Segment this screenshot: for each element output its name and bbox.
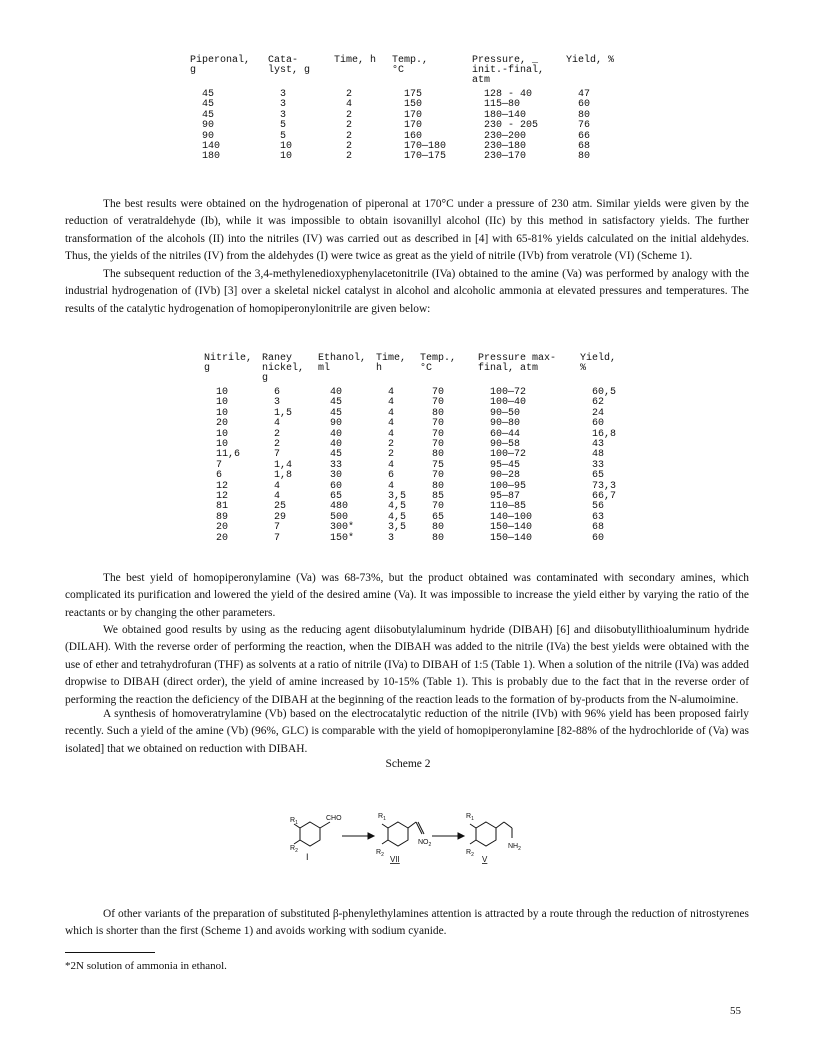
table-cell: 70 (432, 501, 445, 513)
r2-label-2: $R_2$ (376, 849, 384, 858)
table-cell: 60,5 (592, 387, 617, 398)
footnote: *2N solution of ammonia in ethanol. (65, 960, 227, 972)
table-cell: 40 (330, 428, 343, 440)
table-cell: 180—140 (484, 109, 527, 121)
paragraph-1: The best results were obtained on the hydrogenation of piperonal at 170°C under a pressure of 230 atm. Similar yields were given by the reduction of veratraldehyde (Ib), while it was impossible to obtain isovanillyl alcohol (IIc) by this method in satisfactory yields. The further transformation of the alcohols (II) into the nitriles (IV) was carried out as described in [4] with 65-81% yields calculated on the initial aldehydes. Thus, the yields of the nitriles (IV) from the aldehydes (I) were twice as great as the yield of nitrile (IVb) from veratrole (VI) (Scheme 1). (65, 198, 749, 263)
table-cell: 4,5 (388, 511, 407, 523)
benzene-ring-1 (300, 822, 320, 846)
table-cell: 65 (432, 511, 445, 523)
scheme-2-diagram (290, 812, 540, 874)
table-cell: 60 (330, 480, 343, 492)
table-row (204, 523, 640, 533)
table-cell: 2 (388, 439, 395, 451)
table-cell: 4 (388, 428, 395, 440)
table-cell: 10 (280, 141, 293, 153)
table-cell: 128 - 40 (484, 89, 533, 100)
table-cell: 68 (592, 522, 605, 534)
table-cell: 2 (274, 428, 281, 440)
table-cell: 80 (432, 407, 445, 419)
table-cell: 4 (388, 480, 395, 492)
paragraph-4: We obtained good results by using as the reducing agent diisobutylaluminum hydride (DIBAH) [6] and diisobutyllithioaluminum hydride (DILAH). With the reverse order of performing the reaction, when the DIBAH was added to the nitrile (IVa) the best yields were obtained with the use of ether and tetrahydrofuran (THF) as solvents at a ratio of nitrile (IVa) to DIBAH of 1:5 (Table 1). When a solution of the nitrile (IVa) was added dropwise to DIBAH (direct order), the yield of amine increased by 10-15% (Table 1). This is probably due to the fact that in the reverse order of performing the reaction the deficiency of the DIBAH at the beginning of the reaction leads to the formation of by-products from the N-alumoimine. (65, 624, 749, 706)
column-header: Temp., °C (392, 55, 429, 76)
table-cell: 150 (404, 99, 423, 111)
table-cell: 230—170 (484, 151, 527, 163)
table-cell: 75 (432, 459, 445, 471)
table-cell: 100—40 (490, 397, 527, 409)
table-cell: 10 (216, 439, 229, 451)
table-cell: 45 (330, 397, 343, 409)
table-row (190, 152, 626, 162)
table-cell: 2 (346, 151, 353, 163)
r2-label-3: $R_2$ (466, 849, 474, 858)
table-cell: 180 (202, 151, 221, 163)
table-cell: 5 (280, 130, 287, 142)
paragraph-6: Of other variants of the preparation of substituted β-phenylethylamines attention is attracted by a route through the reduction of nitrostyrenes which is shorter than the first (Scheme 1) and avoids working with sodium cyanide. (65, 908, 749, 938)
table-cell: 45 (330, 449, 343, 461)
table-cell: 4 (274, 418, 281, 430)
table-cell: 60—44 (490, 428, 521, 440)
table-cell: 66 (578, 130, 591, 142)
table-cell: 2 (346, 120, 353, 132)
paragraph-2: The subsequent reduction of the 3,4-methylenedioxyphenylacetonitrile (IVa) obtained to the amine (Va) was performed by analogy with the industrial hydrogenation of (IVb) [3] over a skeletal nickel catalyst in alcohol and alcoholic ammonia at elevated pressures and temperatures. The results of the catalytic hydrogenation of homopiperonylonitrile are given below: (65, 268, 749, 315)
table-cell: 110—85 (490, 501, 527, 513)
table-cell: 230 - 205 (484, 120, 539, 132)
table-cell: 90—80 (490, 418, 521, 430)
table-cell: 76 (578, 120, 591, 132)
table-cell: 40 (330, 439, 343, 451)
table-cell: 1,4 (274, 459, 293, 471)
table-cell: 16,8 (592, 428, 617, 440)
table-cell: 70 (432, 428, 445, 440)
table-row (204, 534, 640, 544)
table-cell: 170—180 (404, 141, 447, 153)
table-cell: 4 (388, 407, 395, 419)
table-cell: 2 (346, 130, 353, 142)
table-cell: 20 (216, 418, 229, 430)
table-cell: 170—175 (404, 151, 447, 163)
table-cell: 100—95 (490, 480, 527, 492)
table-cell: 3,5 (388, 522, 407, 534)
paragraph-3: The best yield of homopiperonylamine (Va) was 68-73%, but the product obtained was contaminated with secondary amines, which complicated its purification and lowered the yield of the desired amine (Va). It was impossible to increase the yield either by varying the ratio of the reactants or by changing the other parameters. (65, 572, 749, 619)
table-cell: 1,8 (274, 470, 293, 482)
table-row (204, 388, 640, 398)
table-cell: 480 (330, 501, 349, 513)
table-cell: 100—72 (490, 449, 527, 461)
table-header-row (204, 354, 640, 388)
table-cell: 2 (346, 89, 353, 100)
table-cell: 150* (330, 532, 355, 544)
benzene-ring-3 (476, 822, 496, 846)
column-header: Time, h (376, 353, 407, 374)
table-cell: 33 (330, 459, 343, 471)
table-cell: 10 (216, 387, 229, 398)
table-cell: 100—72 (490, 387, 527, 398)
table-cell: 4 (274, 491, 281, 503)
table-cell: 70 (432, 418, 445, 430)
cho-label: CHO (326, 815, 342, 822)
scheme-title: Scheme 2 (385, 758, 431, 770)
table-row (204, 471, 640, 481)
table-row (204, 492, 640, 502)
table-cell: 95—87 (490, 491, 521, 503)
table-cell: 230—180 (484, 141, 527, 153)
table-cell: 3 (280, 99, 287, 111)
table-cell: 90—28 (490, 470, 521, 482)
column-header: Ethanol, ml (318, 353, 367, 374)
table-cell: 140 (202, 141, 221, 153)
table-cell: 90—58 (490, 439, 521, 451)
table-cell: 3 (274, 397, 281, 409)
table-cell: 7 (274, 449, 281, 461)
paragraph-5: A synthesis of homoveratrylamine (Vb) based on the electrocatalytic reduction of the nitrile (IVb) with 96% yield has been proposed fairly recently. Such a yield of the amine (Vb) (96%, GLC) is comparable with the yield of homopiperonylamine [82-88% of the hydrochloride of (Va) was isolated] that we obtained on reduction with DIBAH. (65, 708, 749, 755)
table-cell: 3,5 (388, 491, 407, 503)
table-cell: 73,3 (592, 480, 617, 492)
table-cell: 175 (404, 89, 423, 100)
compound-label-I: I (306, 852, 309, 862)
table-row (204, 502, 640, 512)
table-cell: 80 (432, 522, 445, 534)
table-cell: 10 (216, 407, 229, 419)
table-cell: 4 (346, 99, 353, 111)
table-cell: 2 (346, 141, 353, 153)
table-cell: 70 (432, 470, 445, 482)
table-cell: 70 (432, 397, 445, 409)
table-row (204, 398, 640, 408)
table-cell: 65 (330, 491, 343, 503)
table-cell: 90 (330, 418, 343, 430)
table-cell: 5 (280, 120, 287, 132)
table-row (204, 419, 640, 429)
table-cell: 48 (592, 449, 605, 461)
table-cell: 70 (432, 439, 445, 451)
table-row (204, 450, 640, 460)
column-header: Yield, % (566, 55, 615, 66)
table-cell: 140—100 (490, 511, 533, 523)
page-number: 55 (730, 1005, 741, 1017)
table-row (204, 430, 640, 440)
table-cell: 60 (592, 418, 605, 430)
table-cell: 160 (404, 130, 423, 142)
table-cell: 3 (280, 109, 287, 121)
table-cell: 89 (216, 511, 229, 523)
column-header: Nitrile, g (204, 353, 253, 374)
table-cell: 4 (388, 418, 395, 430)
r1-label-1: $R_1$ (290, 817, 298, 826)
table-row (204, 409, 640, 419)
table-cell: 20 (216, 522, 229, 534)
table-cell: 68 (578, 141, 591, 153)
table-cell: 10 (280, 151, 293, 163)
table-cell: 150—140 (490, 522, 533, 534)
table-cell: 150—140 (490, 532, 533, 544)
table-cell: 7 (216, 459, 223, 471)
table-cell: 24 (592, 407, 605, 419)
table-cell: 40 (330, 387, 343, 398)
column-header: Piperonal, g (190, 55, 251, 76)
compound-label-VII: VII (390, 855, 400, 864)
table-cell: 500 (330, 511, 349, 523)
table-cell: 29 (274, 511, 287, 523)
table-header-row (190, 56, 626, 90)
table-cell: 2 (388, 449, 395, 461)
table-cell: 2 (274, 439, 281, 451)
table-cell: 300* (330, 522, 355, 534)
table-cell: 66,7 (592, 491, 617, 503)
table-cell: 25 (274, 501, 287, 513)
table-cell: 90 (202, 120, 215, 132)
table-cell: 33 (592, 459, 605, 471)
table-cell: 10 (216, 428, 229, 440)
table-cell: 4 (274, 480, 281, 492)
table-cell: 81 (216, 501, 229, 513)
r1-label-2: $R_1$ (378, 813, 386, 822)
r1-label-3: $R_1$ (466, 813, 474, 822)
footnote-divider (65, 952, 155, 953)
table-cell: 80 (432, 532, 445, 544)
table-cell: 47 (578, 89, 591, 100)
table-cell: 3 (388, 532, 395, 544)
table-cell: 7 (274, 522, 281, 534)
table-cell: 70 (432, 387, 445, 398)
table-cell: 56 (592, 501, 605, 513)
table-cell: 45 (202, 99, 215, 111)
table-cell: 4 (388, 387, 395, 398)
r2-label-1: $R_2$ (290, 845, 298, 854)
table-row (204, 440, 640, 450)
table-cell: 43 (592, 439, 605, 451)
table-cell: 1,5 (274, 407, 293, 419)
column-header: Pressure, _ init.-final, atm (472, 55, 545, 86)
table-cell: 80 (432, 449, 445, 461)
column-header: Cata- lyst, g (268, 55, 311, 76)
table-cell: 90 (202, 130, 215, 142)
column-header: Yield, % (580, 353, 617, 374)
table-cell: 65 (592, 470, 605, 482)
table-cell: 6 (216, 470, 223, 482)
table-cell: 80 (432, 480, 445, 492)
table-cell: 60 (578, 99, 591, 111)
table-cell: 95—45 (490, 459, 521, 471)
table-cell: 12 (216, 491, 229, 503)
table-cell: 20 (216, 532, 229, 544)
table-cell: 6 (388, 470, 395, 482)
table-row (204, 482, 640, 492)
column-header: Temp., °C (420, 353, 457, 374)
table-cell: 60 (592, 532, 605, 544)
column-header: Raney nickel, g (262, 353, 305, 384)
table-cell: 170 (404, 120, 423, 132)
table-cell: 11,6 (216, 449, 241, 461)
nh2-label: $NH_2$ (508, 843, 521, 852)
table-cell: 80 (578, 109, 591, 121)
table-cell: 4,5 (388, 501, 407, 513)
nitrile-hydrogenation-table (204, 354, 640, 544)
table-cell: 115—80 (484, 99, 521, 111)
compound-label-V: V (482, 855, 488, 864)
table-cell: 230—200 (484, 130, 527, 142)
table-cell: 170 (404, 109, 423, 121)
table-cell: 4 (388, 397, 395, 409)
table-cell: 12 (216, 480, 229, 492)
no2-label: $NO_2$ (418, 839, 432, 848)
table-cell: 85 (432, 491, 445, 503)
table-cell: 4 (388, 459, 395, 471)
table-cell: 90—50 (490, 407, 521, 419)
table-cell: 62 (592, 397, 605, 409)
table-cell: 63 (592, 511, 605, 523)
column-header: Pressure max- final, atm (478, 353, 557, 374)
table-cell: 10 (216, 397, 229, 409)
column-header: Time, h (334, 55, 377, 66)
table-cell: 45 (202, 89, 215, 100)
benzene-ring-2 (388, 822, 408, 846)
table-cell: 6 (274, 387, 281, 398)
table-cell: 80 (578, 151, 591, 163)
table-cell: 45 (330, 407, 343, 419)
piperonal-hydrogenation-table (190, 56, 626, 163)
table-cell: 2 (346, 109, 353, 121)
table-cell: 30 (330, 470, 343, 482)
table-cell: 7 (274, 532, 281, 544)
table-row (204, 513, 640, 523)
table-cell: 45 (202, 109, 215, 121)
table-cell: 3 (280, 89, 287, 100)
table-row (204, 461, 640, 471)
